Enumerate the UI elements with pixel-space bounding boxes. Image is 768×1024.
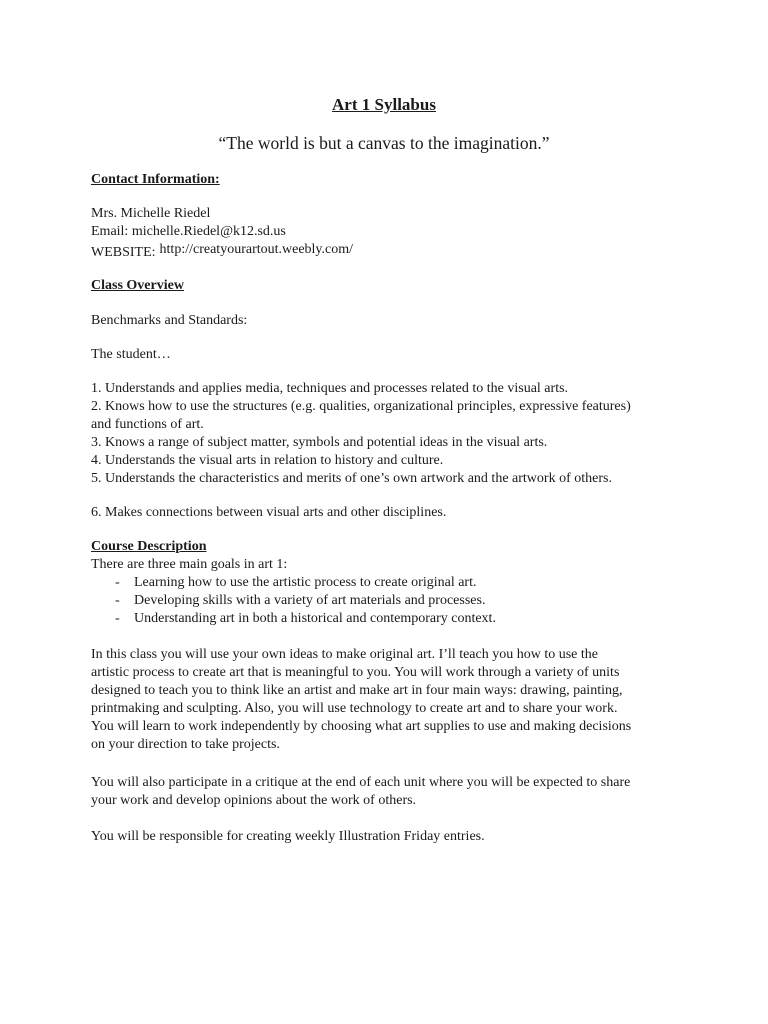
- goal-text: Learning how to use the artistic process to create original art.: [134, 575, 477, 590]
- overview-heading-block: [91, 277, 681, 295]
- student-block: [91, 346, 681, 364]
- standards-list: [91, 380, 681, 488]
- course-intro: There are three main goals in art 1:: [91, 557, 288, 572]
- standard-line: 6. Makes connections between visual arts and other disciplines.: [91, 505, 447, 520]
- course-paragraph-3: [91, 828, 681, 846]
- paragraph-line: designed to teach you to think like an artist and make art in four main ways: drawing, painting,: [91, 683, 623, 698]
- contact-details: [91, 205, 681, 259]
- course-heading: Course Description: [91, 539, 207, 554]
- bullet-dash: -: [115, 593, 120, 608]
- goal-item: [91, 610, 681, 628]
- website-link[interactable]: http://creatyourartout.weebly.com/: [159, 242, 354, 257]
- paragraph-line: printmaking and sculpting. Also, you will use technology to create art and to share your work.: [91, 701, 618, 716]
- course-paragraph-1: [91, 646, 681, 754]
- paragraph-line: artistic process to create art that is meaningful to you. You will work through a variety of units: [91, 665, 620, 680]
- paragraph-line: You will learn to work independently by choosing what art supplies to use and making decisions: [91, 719, 632, 734]
- standard-line: and functions of art.: [91, 417, 204, 432]
- standard-line: 4. Understands the visual arts in relation to history and culture.: [91, 453, 444, 468]
- goal-item: [91, 592, 681, 610]
- course-section: [91, 538, 681, 628]
- benchmarks-block: [91, 312, 681, 330]
- contact-name: Mrs. Michelle Riedel: [91, 206, 211, 221]
- standard-6-block: [91, 504, 681, 522]
- benchmarks-label: Benchmarks and Standards:: [91, 313, 248, 328]
- contact-heading: Contact Information:: [91, 172, 220, 187]
- standard-line: 3. Knows a range of subject matter, symbols and potential ideas in the visual arts.: [91, 435, 548, 450]
- document-quote: “The world is but a canvas to the imagination.”: [218, 133, 550, 153]
- contact-email: Email: michelle.Riedel@k12.sd.us: [91, 224, 286, 239]
- standard-line: 1. Understands and applies media, techniques and processes related to the visual arts.: [91, 381, 569, 396]
- goal-item: [91, 574, 681, 592]
- goal-text: Understanding art in both a historical and contemporary context.: [134, 611, 496, 626]
- bullet-dash: -: [115, 575, 120, 590]
- bullet-dash: -: [115, 611, 120, 626]
- paragraph-line: on your direction to take projects.: [91, 737, 280, 752]
- website-label: WEBSITE:: [91, 245, 156, 260]
- contact-section: [91, 171, 681, 189]
- paragraph-line: You will also participate in a critique at the end of each unit where you will be expected to share: [91, 775, 631, 790]
- overview-heading: Class Overview: [91, 278, 184, 293]
- student-label: The student…: [91, 347, 171, 362]
- standard-line: 2. Knows how to use the structures (e.g. qualities, organizational principles, expressive features): [91, 399, 631, 414]
- course-paragraph-2: [91, 774, 681, 810]
- paragraph-line: In this class you will use your own ideas to make original art. I’ll teach you how to use the: [91, 647, 599, 662]
- contact-website-row: [91, 241, 681, 259]
- paragraph-line: your work and develop opinions about the work of others.: [91, 793, 417, 808]
- goals-list: [91, 574, 681, 628]
- document-title: Art 1 Syllabus: [332, 95, 436, 114]
- goal-text: Developing skills with a variety of art materials and processes.: [134, 593, 486, 608]
- standard-line: 5. Understands the characteristics and merits of one’s own artwork and the artwork of others.: [91, 471, 612, 486]
- paragraph-line: You will be responsible for creating weekly Illustration Friday entries.: [91, 829, 485, 844]
